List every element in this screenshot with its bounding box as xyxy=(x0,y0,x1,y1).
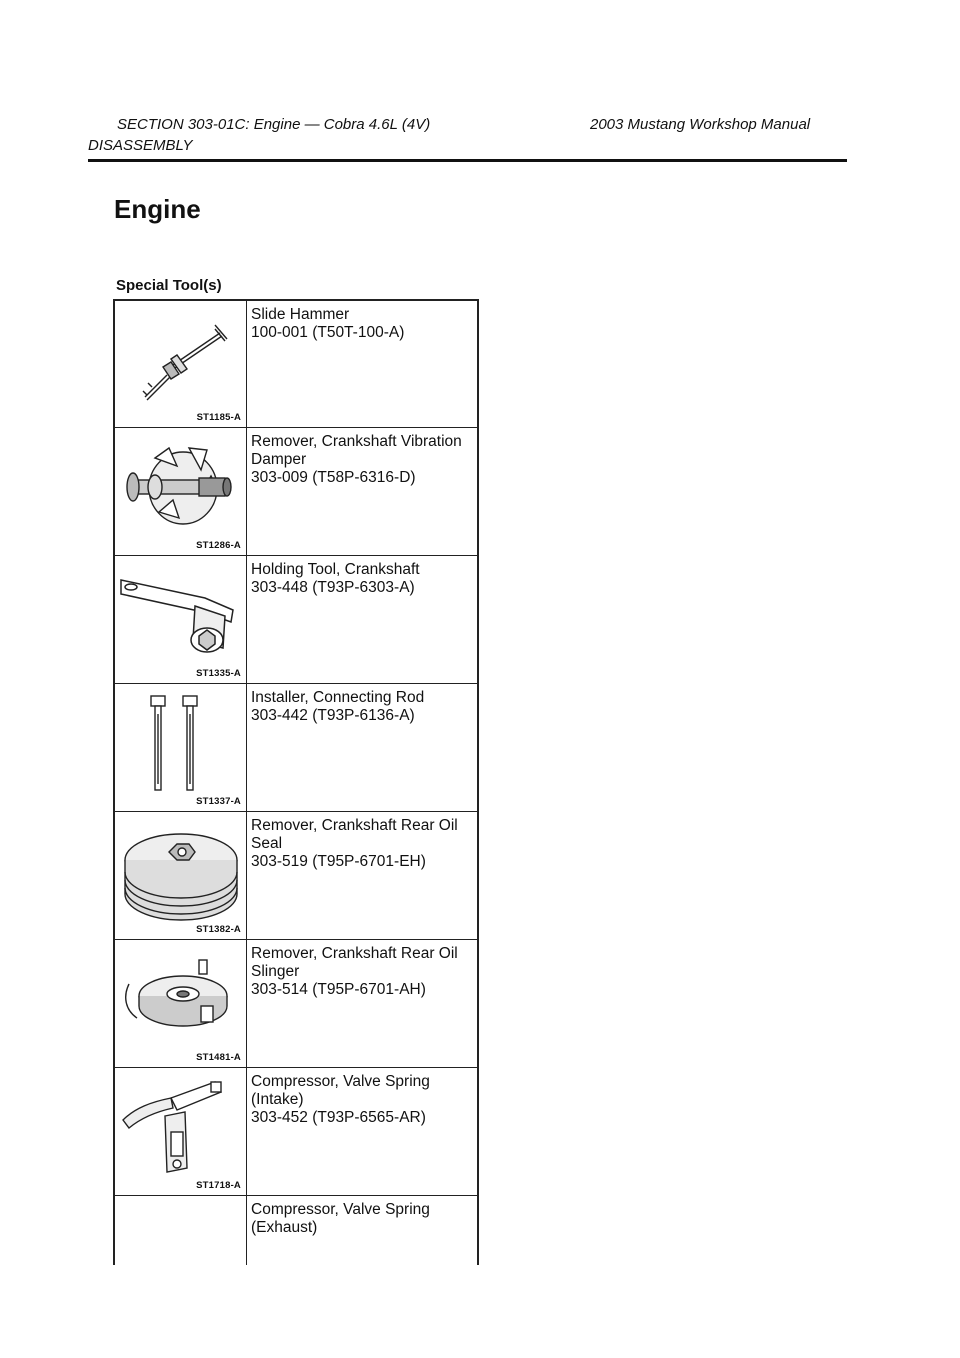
tool-name-continued: (Exhaust) xyxy=(251,1219,318,1236)
header-section: SECTION 303-01C: Engine — Cobra 4.6L (4V) xyxy=(117,116,431,133)
tool-number: 303-452 (T93P-6565-AR) xyxy=(251,1109,426,1126)
tool-description xyxy=(247,1068,477,1195)
tool-row xyxy=(113,1067,479,1195)
tool-number: 303-514 (T95P-6701-AH) xyxy=(251,981,426,998)
tool-illustration-cell xyxy=(115,940,247,1067)
tool-illustration-cell xyxy=(115,812,247,939)
header-rule xyxy=(88,159,847,162)
tool-description xyxy=(247,1196,477,1265)
header-subsection: DISASSEMBLY xyxy=(88,137,193,154)
tool-number: 303-442 (T93P-6136-A) xyxy=(251,707,415,724)
tool-name: Slide Hammer xyxy=(251,306,350,323)
tool-row xyxy=(113,299,479,427)
tool-row xyxy=(113,427,479,555)
tool-illustration-cell xyxy=(115,301,247,427)
tool-number: 303-009 (T58P-6316-D) xyxy=(251,469,416,486)
tool-figure-code: ST1335-A xyxy=(196,668,241,679)
rod-installer-icon xyxy=(115,684,246,794)
tool-name-continued: (Intake) xyxy=(251,1091,304,1108)
tool-figure-code: ST1481-A xyxy=(196,1052,241,1063)
tool-row xyxy=(113,1195,479,1265)
tool-name: Remover, Crankshaft Vibration xyxy=(251,433,462,450)
tool-illustration-cell xyxy=(115,428,247,555)
tool-figure-code: ST1718-A xyxy=(196,1180,241,1191)
tool-name: Holding Tool, Crankshaft xyxy=(251,561,420,578)
tool-description xyxy=(247,428,477,555)
tool-illustration-cell xyxy=(115,556,247,683)
header-manual-title: 2003 Mustang Workshop Manual xyxy=(590,116,811,133)
tool-illustration-cell xyxy=(115,1068,247,1195)
tool-name-continued: Slinger xyxy=(251,963,300,980)
special-tools-table xyxy=(113,299,479,1265)
tool-name: Installer, Connecting Rod xyxy=(251,689,425,706)
tool-name: Compressor, Valve Spring xyxy=(251,1073,430,1090)
tool-number: 303-448 (T93P-6303-A) xyxy=(251,579,415,596)
tool-number: 303-519 (T95P-6701-EH) xyxy=(251,853,426,870)
tool-figure-code: ST1382-A xyxy=(196,924,241,935)
special-tools-caption: Special Tool(s) xyxy=(116,277,222,294)
tool-illustration-cell xyxy=(115,684,247,811)
tool-illustration-cell xyxy=(115,1196,247,1265)
tool-number: 100-001 (T50T-100-A) xyxy=(251,324,405,341)
tool-name: Remover, Crankshaft Rear Oil xyxy=(251,945,458,962)
tool-figure-code: ST1286-A xyxy=(196,540,241,551)
tool-row xyxy=(113,939,479,1067)
page-title: Engine xyxy=(114,194,201,224)
tool-name: Compressor, Valve Spring xyxy=(251,1201,430,1218)
tool-figure-code: ST1185-A xyxy=(196,412,241,423)
damper-remover-icon xyxy=(115,428,246,538)
tool-description xyxy=(247,556,477,683)
tool-row xyxy=(113,683,479,811)
holding-tool-icon xyxy=(115,556,246,666)
tool-name-continued: Damper xyxy=(251,451,307,468)
tool-description xyxy=(247,301,477,427)
tool-name-continued: Seal xyxy=(251,835,283,852)
tool-name: Remover, Crankshaft Rear Oil xyxy=(251,817,458,834)
seal-remover-icon xyxy=(115,812,246,922)
tool-row xyxy=(113,811,479,939)
tool-description xyxy=(247,684,477,811)
tool-description xyxy=(247,940,477,1067)
valve-spring-compressor-icon xyxy=(115,1068,246,1178)
tool-figure-code: ST1337-A xyxy=(196,796,241,807)
tool-row xyxy=(113,555,479,683)
slide-hammer-icon xyxy=(115,301,246,411)
tool-description xyxy=(247,812,477,939)
slinger-remover-icon xyxy=(115,940,246,1050)
